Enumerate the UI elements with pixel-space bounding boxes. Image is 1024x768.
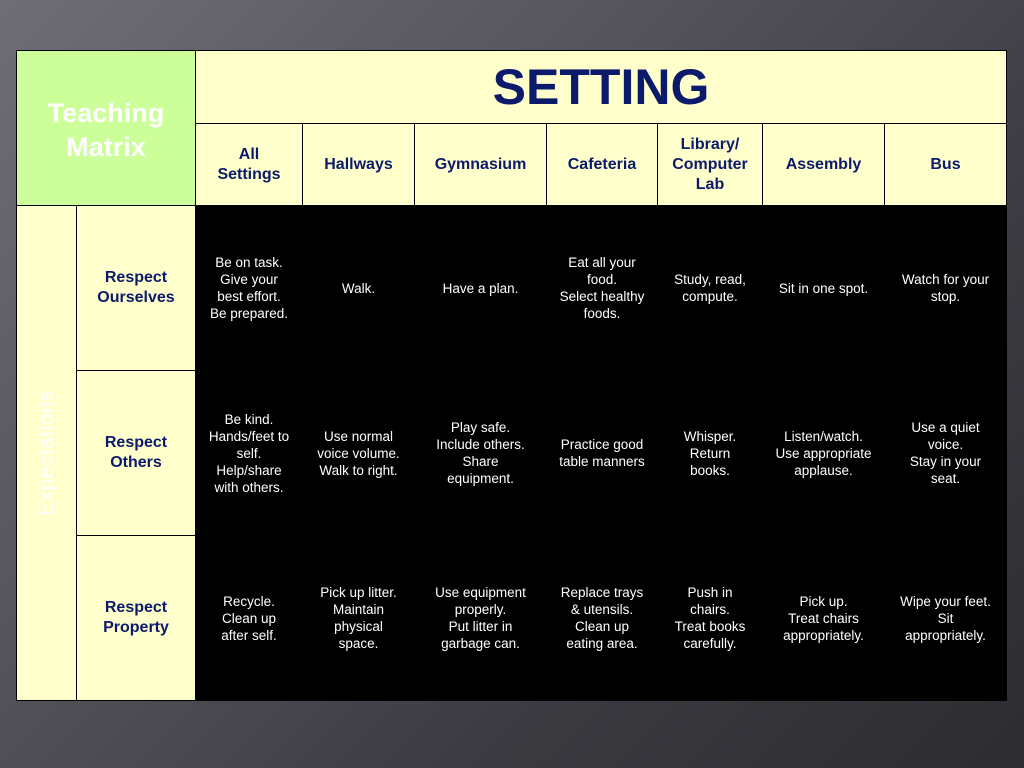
expectations-label-cell: [17, 206, 77, 701]
table-row-respect-ourselves: [17, 206, 1007, 371]
table-cell: Pick up litter. Maintain physical space.: [303, 536, 415, 701]
table-row-respect-others: [17, 371, 1007, 536]
table-cell: Pick up. Treat chairs appropriately.: [763, 536, 885, 701]
table-cell: Walk.: [303, 206, 415, 371]
table-cell: Use a quiet voice. Stay in your seat.: [885, 371, 1007, 536]
col-header-cafeteria: Cafeteria: [547, 124, 658, 206]
table-cell: Recycle. Clean up after self.: [196, 536, 303, 701]
row-header-respect-ourselves: Respect Ourselves: [77, 206, 196, 371]
col-header-hallways: Hallways: [303, 124, 415, 206]
table-cell: Whisper. Return books.: [658, 371, 763, 536]
table-cell: Replace trays & utensils. Clean up eating area.: [547, 536, 658, 701]
table-cell: Push in chairs. Treat books carefully.: [658, 536, 763, 701]
table-cell: Use normal voice volume. Walk to right.: [303, 371, 415, 536]
table-cell: Eat all your food. Select healthy foods.: [547, 206, 658, 371]
table-cell: Listen/watch. Use appropriate applause.: [763, 371, 885, 536]
setting-title: SETTING: [196, 51, 1007, 124]
table-cell: Study, read, compute.: [658, 206, 763, 371]
setting-header-row: [17, 51, 1007, 124]
row-header-respect-others: Respect Others: [77, 371, 196, 536]
table-cell: Have a plan.: [415, 206, 547, 371]
expectations-label: Expectations: [34, 389, 58, 517]
col-header-all-settings: All Settings: [196, 124, 303, 206]
table-cell: Wipe your feet. Sit appropriately.: [885, 536, 1007, 701]
table-cell: Use equipment properly. Put litter in garbage can.: [415, 536, 547, 701]
table-cell: Sit in one spot.: [763, 206, 885, 371]
table-cell: Practice good table manners: [547, 371, 658, 536]
col-header-gymnasium: Gymnasium: [415, 124, 547, 206]
row-header-respect-property: Respect Property: [77, 536, 196, 701]
table-cell: Play safe. Include others. Share equipment.: [415, 371, 547, 536]
table-cell: Be on task. Give your best effort. Be prepared.: [196, 206, 303, 371]
col-header-library-computer-lab: Library/ Computer Lab: [658, 124, 763, 206]
table-row-respect-property: [17, 536, 1007, 701]
teaching-matrix-text: Teaching Matrix: [47, 98, 165, 162]
teaching-matrix-table: [16, 50, 1007, 701]
table-cell: Be kind. Hands/feet to self. Help/share with others.: [196, 371, 303, 536]
table-cell: Watch for your stop.: [885, 206, 1007, 371]
teaching-matrix-label: [17, 51, 196, 206]
col-header-assembly: Assembly: [763, 124, 885, 206]
col-header-bus: Bus: [885, 124, 1007, 206]
